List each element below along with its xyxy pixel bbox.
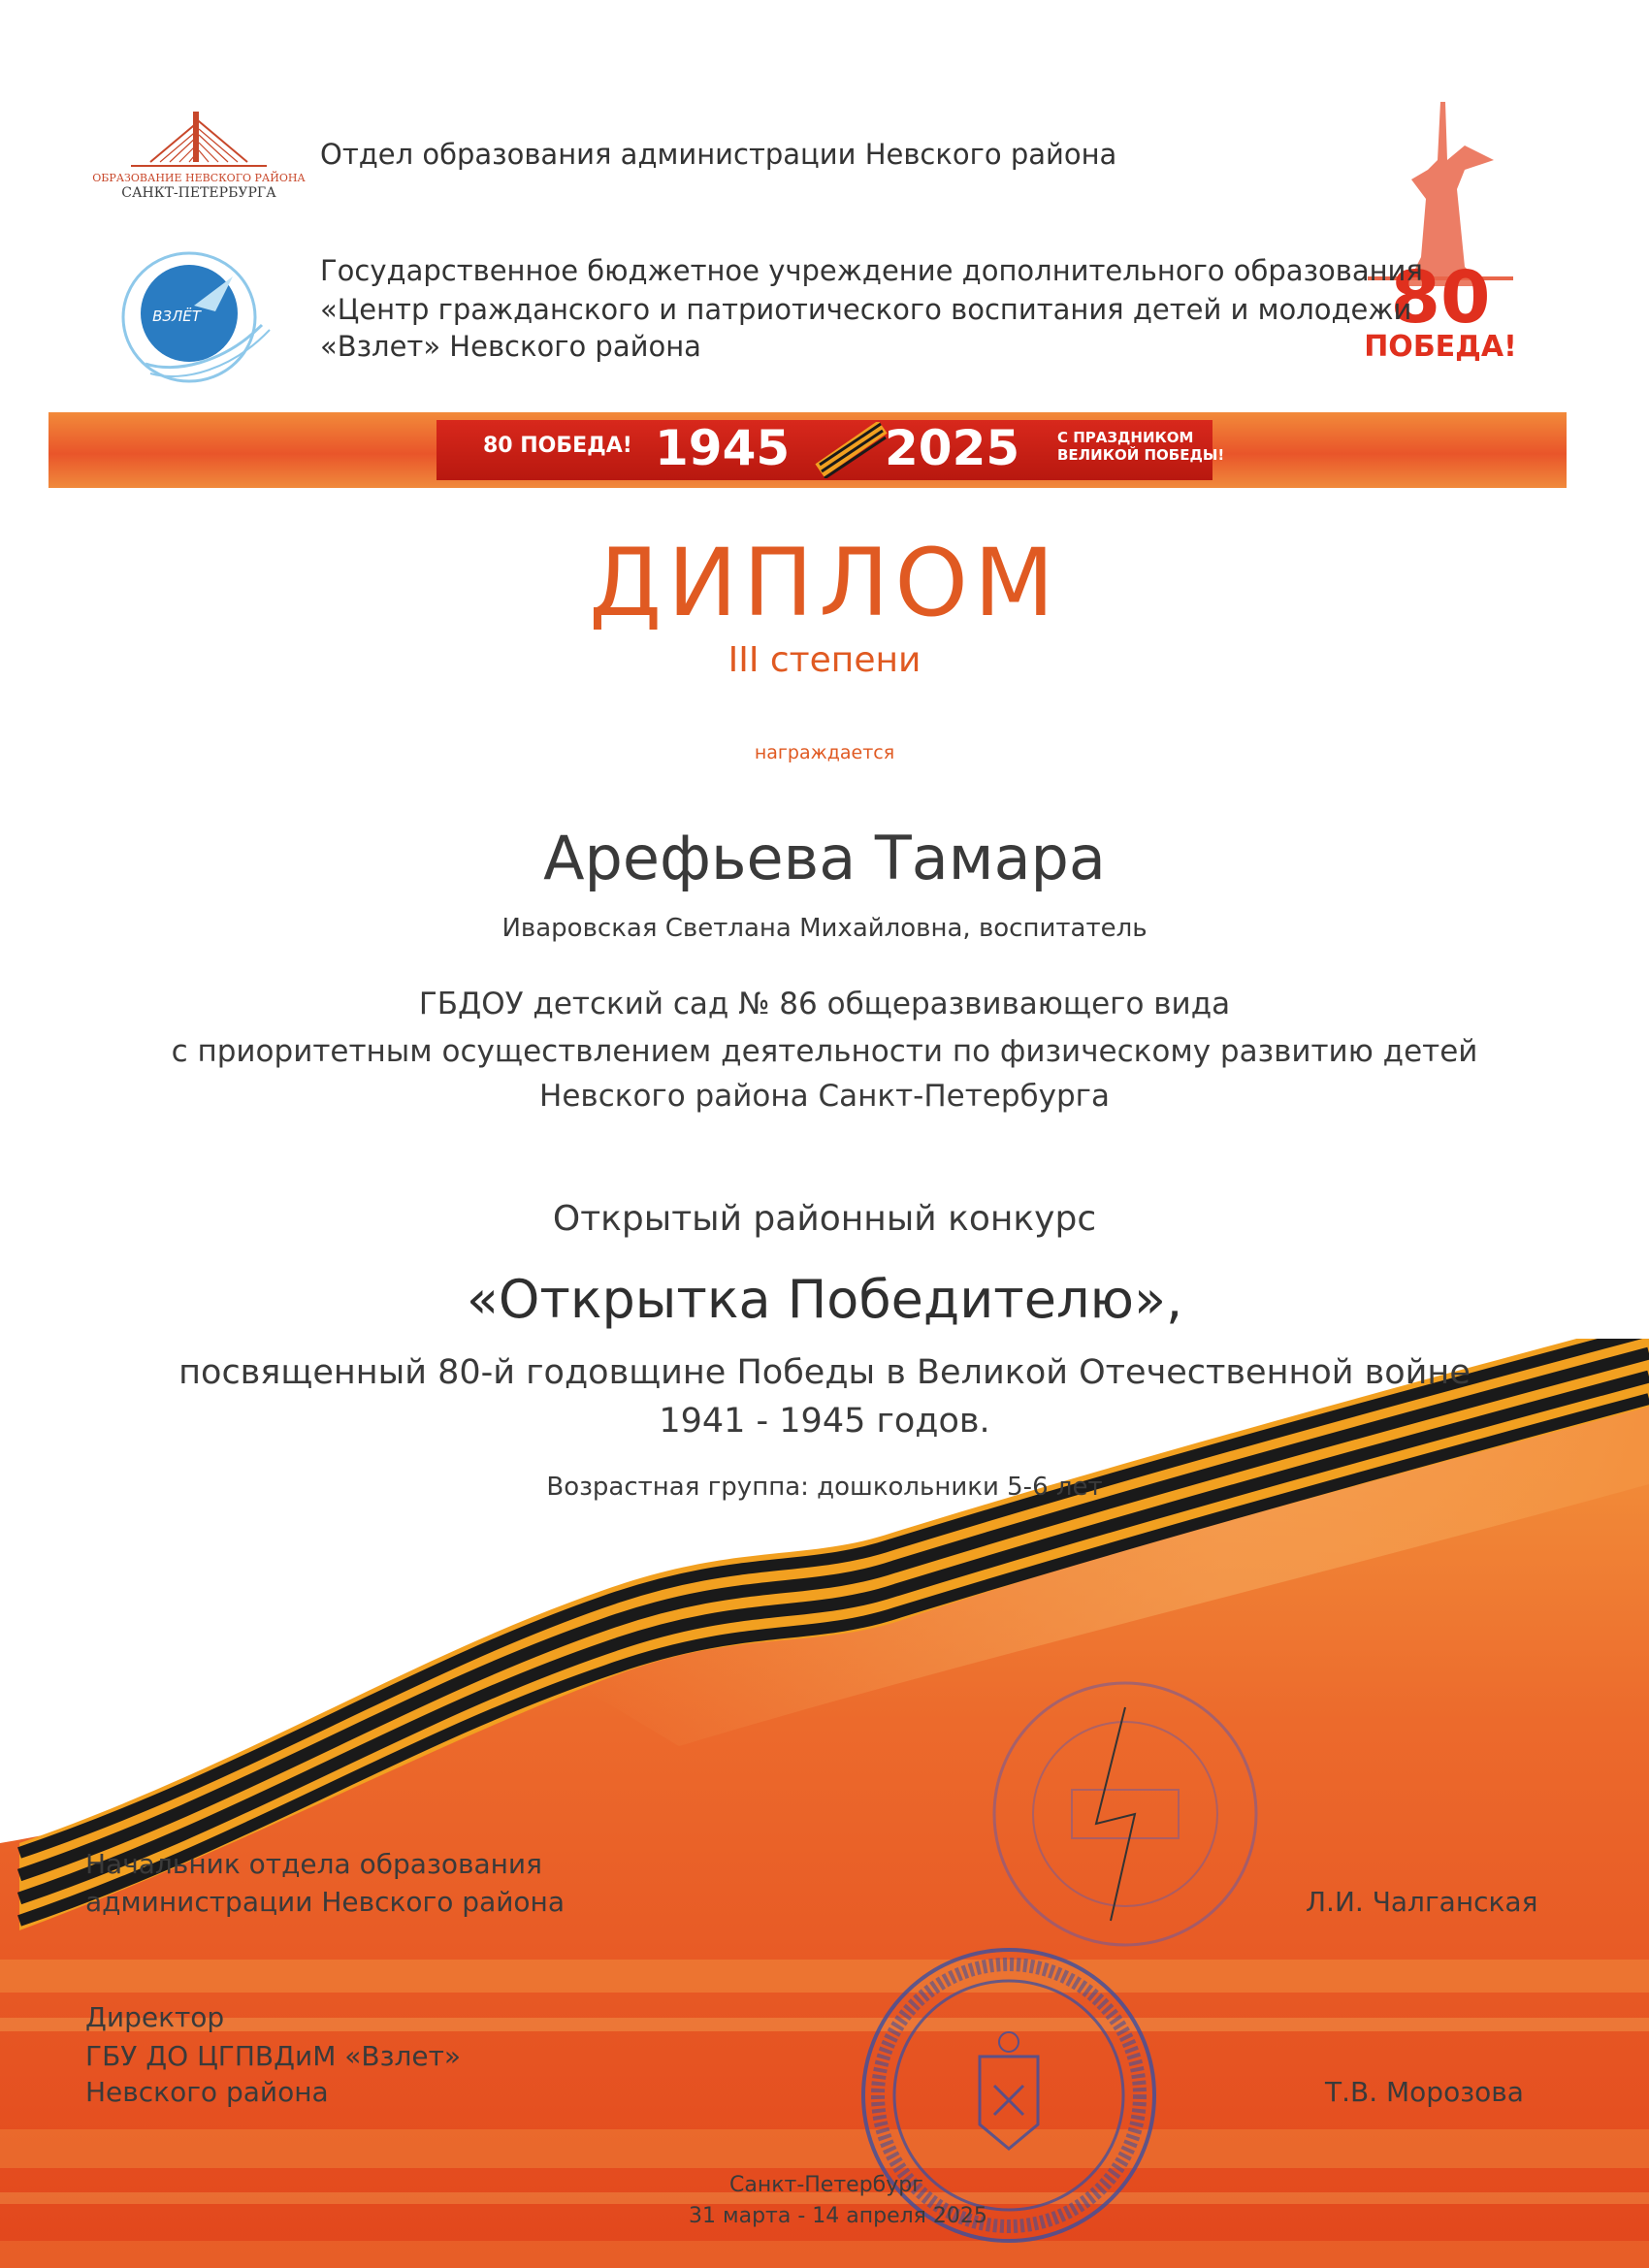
age-group: Возрастная группа: дошкольники 5-6 лет bbox=[546, 1473, 1103, 1502]
vzlet-logo-icon bbox=[107, 238, 276, 393]
header-line-1: Отдел образования администрации Невского района bbox=[320, 138, 1117, 171]
signer2-title-line2: ГБУ ДО ЦГПВДиМ «Взлет» bbox=[85, 2040, 462, 2072]
banner-right-line2: ВЕЛИКОЙ ПОБЕДЫ! bbox=[1057, 446, 1225, 464]
teacher-name: Иваровская Светлана Михайловна, воспитатель bbox=[501, 914, 1148, 943]
header-line-2: Государственное бюджетное учреждение дополнительного образования bbox=[320, 254, 1423, 287]
stamp-upper-icon bbox=[980, 1669, 1271, 1960]
signer2-title-line3: Невского района bbox=[85, 2076, 329, 2108]
footer-city: Санкт-Петербург bbox=[729, 2173, 923, 2197]
logo2-text: ВЗЛЁТ bbox=[152, 308, 201, 325]
org-line-3: Невского района Санкт-Петербурга bbox=[539, 1079, 1110, 1114]
diploma-degree: III степени bbox=[728, 640, 922, 680]
dedication-line-1: посвященный 80-й годовщине Победы в Великой Отечественной войне bbox=[178, 1353, 1471, 1392]
badge-number: 80 bbox=[1390, 256, 1491, 340]
banner-left-text: 80 ПОБЕДА! bbox=[483, 434, 632, 458]
ribbon-icon bbox=[815, 422, 888, 478]
org-line-2: с приоритетным осуществлением деятельности по физическому развитию детей bbox=[171, 1034, 1478, 1069]
signer2-name: Т.В. Морозова bbox=[1325, 2076, 1524, 2108]
logo1-line1: ОБРАЗОВАНИЕ НЕВСКОГО РАЙОНА bbox=[92, 172, 306, 184]
diploma-title: ДИПЛОМ bbox=[589, 529, 1060, 637]
banner-year-end: 2025 bbox=[885, 420, 1020, 476]
victory-banner bbox=[48, 412, 1567, 488]
footer-dates: 31 марта - 14 апреля 2025 bbox=[689, 2204, 987, 2228]
signer1-title-line1: Начальник отдела образования bbox=[85, 1848, 542, 1880]
header-line-3: «Центр гражданского и патриотического воспитания детей и молодежи bbox=[320, 293, 1412, 326]
org-line-1: ГБДОУ детский сад № 86 общеразвивающего вида bbox=[418, 987, 1231, 1021]
signer1-title-line2: администрации Невского района bbox=[85, 1886, 566, 1918]
contest-name: «Открытка Победителю», bbox=[466, 1269, 1183, 1330]
education-logo-icon bbox=[92, 102, 306, 209]
signer1-name: Л.И. Чалганская bbox=[1306, 1886, 1538, 1918]
contest-label: Открытый районный конкурс bbox=[552, 1199, 1097, 1239]
dedication-line-2: 1941 - 1945 годов. bbox=[659, 1402, 990, 1441]
banner-right-text bbox=[1057, 429, 1224, 464]
awarded-label: награждается bbox=[754, 742, 895, 763]
badge-text: ПОБЕДА! bbox=[1364, 330, 1517, 364]
banner-right-line1: С ПРАЗДНИКОМ bbox=[1057, 429, 1194, 446]
recipient-name: Арефьева Тамара bbox=[543, 823, 1106, 893]
header-line-4: «Взлет» Невского района bbox=[320, 330, 701, 363]
signer2-title-line1: Директор bbox=[85, 2001, 225, 2033]
logo1-line2: САНКТ-ПЕТЕРБУРГА bbox=[121, 185, 276, 201]
banner-year-start: 1945 bbox=[655, 420, 791, 476]
